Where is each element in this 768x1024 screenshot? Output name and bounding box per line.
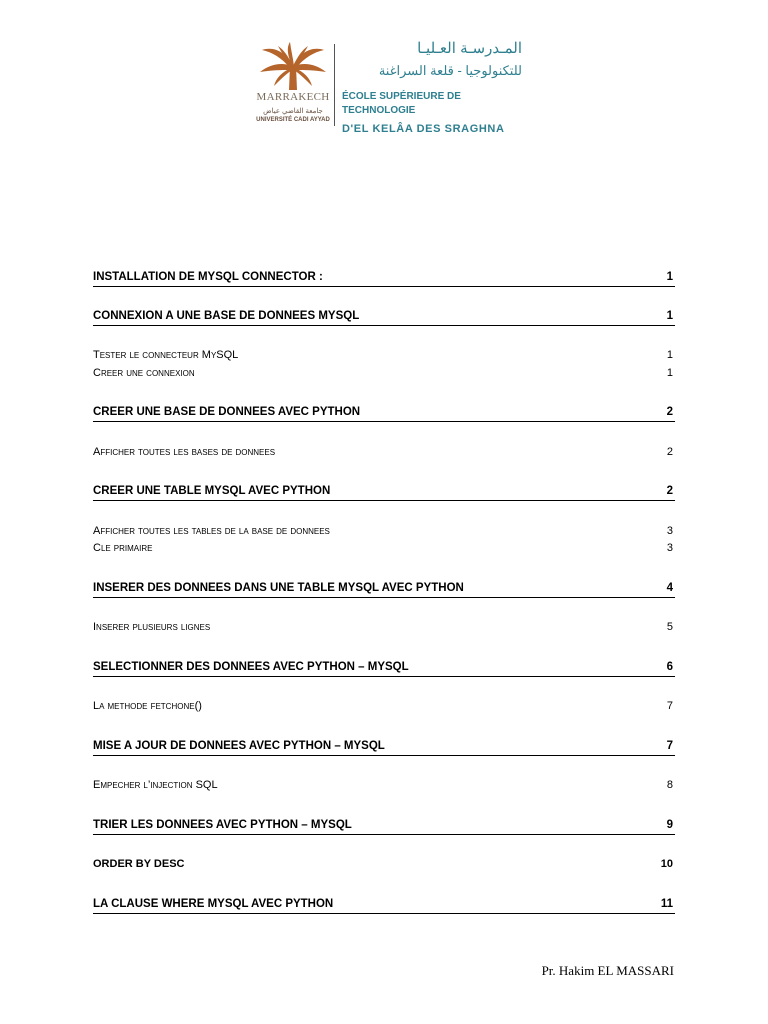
toc-entry-title: INSERER DES DONNEES DANS UNE TABLE MYSQL AVEC PYTHON — [93, 582, 464, 594]
toc-entry[interactable] — [93, 346, 675, 364]
toc-entry-page: 3 — [666, 542, 673, 554]
toc-entry[interactable] — [93, 443, 675, 461]
toc-entry-title: CONNEXION A UNE BASE DE DONNEES MYSQL — [93, 310, 360, 322]
toc-entry[interactable] — [93, 482, 675, 501]
palm-tree-icon — [256, 42, 330, 92]
toc-entry-page: 8 — [666, 779, 673, 791]
university-logo — [254, 40, 332, 132]
school-arabic-line-2: للتكنولوجيا - قلعة السراغنة — [378, 63, 522, 78]
toc-entry-title: INSTALLATION DE MYSQL CONNECTOR : — [93, 271, 323, 283]
toc-entry-page: 6 — [666, 661, 673, 673]
toc-entry[interactable] — [93, 403, 675, 422]
logo-university-name: UNIVERSITÉ CADI AYYAD — [256, 117, 330, 123]
toc-entry-title: TRIER LES DONNEES AVEC PYTHON – MYSQL — [93, 819, 352, 831]
toc-entry-page: 10 — [660, 858, 673, 870]
toc-entry[interactable] — [93, 618, 675, 636]
toc-entry-page: 11 — [660, 898, 673, 910]
toc-entry-title: CREER UNE TABLE MYSQL AVEC PYTHON — [93, 485, 331, 497]
toc-entry-title: Afficher toutes les tables de la base de donnees — [93, 525, 330, 537]
toc-entry-page: 1 — [666, 367, 673, 379]
header-divider — [334, 44, 335, 126]
toc-entry-page: 5 — [666, 621, 673, 633]
toc-entry-title: Creer une connexion — [93, 367, 195, 379]
toc-entry[interactable] — [93, 776, 675, 794]
toc-entry-page: 3 — [666, 525, 673, 537]
school-french-line-2: D'EL KELÂA DES SRAGHNA — [342, 123, 505, 135]
toc-entry-title: Tester le connecteur MySQL — [93, 349, 239, 361]
toc-entry[interactable] — [93, 579, 675, 598]
toc-entry-title: LA CLAUSE WHERE MYSQL AVEC PYTHON — [93, 898, 334, 910]
author-name: Pr. Hakim EL MASSARI — [541, 963, 674, 978]
toc-entry[interactable] — [93, 658, 675, 677]
toc-entry-page: 1 — [666, 349, 673, 361]
toc-entry[interactable] — [93, 895, 675, 914]
toc-entry[interactable] — [93, 522, 675, 540]
toc-entry-title: ORDER BY DESC — [93, 858, 185, 870]
toc-entry-title: Inserer plusieurs lignes — [93, 621, 211, 633]
logo-city: MARRAKECH — [256, 91, 330, 103]
toc-entry[interactable] — [93, 307, 675, 326]
toc-entry-page: 2 — [666, 406, 673, 418]
toc-entry[interactable] — [93, 539, 675, 557]
toc-entry[interactable] — [93, 737, 675, 756]
toc-entry-title: Cle primaire — [93, 542, 153, 554]
toc-entry[interactable] — [93, 816, 675, 835]
toc-entry-title: Empecher l’injection SQL — [93, 779, 218, 791]
toc-entry-page: 4 — [666, 582, 673, 594]
toc-entry-page: 7 — [666, 740, 673, 752]
school-french-line-1: ÉCOLE SUPÉRIEURE DE TECHNOLOGIE — [342, 91, 461, 116]
toc-entry-page: 2 — [666, 485, 673, 497]
school-header — [254, 40, 524, 135]
toc-entry[interactable] — [93, 855, 675, 873]
toc-entry[interactable] — [93, 364, 675, 382]
toc-entry-title: La methode fetchone() — [93, 700, 202, 712]
toc-entry-title: CREER UNE BASE DE DONNEES AVEC PYTHON — [93, 406, 361, 418]
school-name — [342, 40, 522, 136]
logo-arabic-name: جامعة القاضي عياض — [263, 108, 323, 115]
toc-entry[interactable] — [93, 697, 675, 715]
toc-entry[interactable] — [93, 268, 675, 287]
toc-entry-page: 1 — [666, 271, 673, 283]
toc-entry-title: MISE A JOUR DE DONNEES AVEC PYTHON – MYSQL — [93, 740, 385, 752]
toc-entry-title: SELECTIONNER DES DONNEES AVEC PYTHON – MYSQL — [93, 661, 409, 673]
toc-entry-page: 7 — [666, 700, 673, 712]
toc-entry-page: 1 — [666, 310, 673, 322]
toc-entry-page: 9 — [666, 819, 673, 831]
school-arabic-line-1: المـدرسـة العـليـا — [417, 40, 522, 57]
toc-entry-page: 2 — [666, 446, 673, 458]
toc-entry-title: Afficher toutes les bases de donnees — [93, 446, 276, 458]
